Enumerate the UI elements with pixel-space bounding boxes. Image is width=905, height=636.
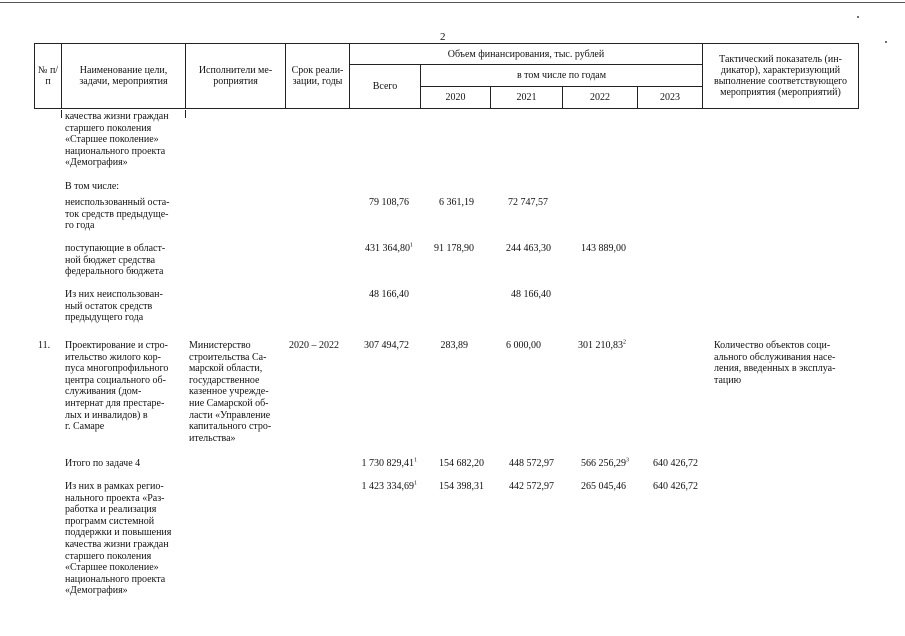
header-year-2020: 2020 [421, 87, 491, 109]
row-total [365, 243, 413, 255]
text-line: предыдущего года [65, 312, 144, 324]
text-line: служивания (дом- [65, 386, 142, 398]
value: 1 423 334,69 [361, 481, 414, 492]
text-line: интернат для престаре- [65, 397, 165, 409]
row-2021: 72 747,57 [508, 197, 548, 208]
text-line: ный остаток средств [65, 300, 153, 312]
value: 566 256,29 [581, 458, 626, 469]
row-name [65, 289, 163, 324]
row-2022: 143 889,00 [581, 243, 626, 254]
row-2021: 6 000,00 [506, 340, 541, 351]
row-2022 [581, 458, 629, 470]
row-name [65, 197, 170, 232]
row-2020: 91 178,90 [434, 243, 474, 254]
text-line: пуса многопрофильного [65, 363, 169, 375]
text-line: ласти «Управление [189, 409, 271, 421]
text-line: неиспользованный оста- [65, 197, 170, 208]
text-line: национального проекта [65, 573, 166, 585]
row-name [65, 481, 171, 597]
text-line: Министерство [189, 340, 251, 351]
row-total: 307 494,72 [364, 340, 409, 351]
text-line: Проектирование и стро- [65, 340, 169, 351]
text-line: «Демография» [65, 157, 128, 169]
text-line: старшего поколения [65, 550, 152, 562]
row-2023: 640 426,72 [653, 481, 698, 492]
text-line: нального проекта «Раз- [65, 492, 165, 504]
text-line: качества жизни граждан [65, 111, 169, 122]
row-total: 48 166,40 [369, 289, 409, 300]
header-funding: Объем финансирования, тыс. рублей [350, 44, 703, 65]
text-line: старшего поколения [65, 122, 152, 134]
table-header [34, 43, 859, 109]
text-line: капитального стро- [189, 421, 272, 433]
row-2021: 448 572,97 [509, 458, 554, 469]
column-divider [185, 110, 186, 118]
text-line: ительство жилого кор- [65, 351, 161, 363]
scan-speck [885, 41, 887, 43]
footnote-mark: 3 [626, 457, 629, 464]
row-2020: 154 682,20 [439, 458, 484, 469]
text-line: качества жизни граждан [65, 538, 169, 550]
text-line: ной бюджет средства [65, 254, 156, 266]
top-border-line [0, 2, 905, 3]
row-2020: 154 398,31 [439, 481, 484, 492]
value: 431 364,80 [365, 243, 410, 254]
text-line: Количество объектов соци- [714, 340, 831, 351]
text-line: программ системной [65, 515, 155, 527]
row-indicator [714, 340, 856, 386]
including-label: В том числе: [65, 181, 120, 192]
header-indicator: Тактический показатель (ин-дикатор), характеризующий выполнение соответствующего мероприятия (мероприятий) [703, 44, 859, 109]
text-line: «Старшее поколение» [65, 134, 159, 146]
text-line: марской области, [189, 363, 263, 375]
text-line: ального обслуживания насе- [714, 351, 836, 363]
header-year-2021: 2021 [491, 87, 563, 109]
header-executors: Исполнители ме-роприятия [186, 44, 286, 109]
column-divider [61, 110, 62, 118]
footnote-mark: 1 [410, 242, 413, 249]
row-2023: 640 426,72 [653, 458, 698, 469]
header-term: Срок реали-зации, годы [286, 44, 350, 109]
text-line: Из них в рамках регио- [65, 481, 164, 492]
text-line: Из них неиспользован- [65, 289, 163, 300]
row-total [362, 481, 418, 493]
row-2021: 48 166,40 [511, 289, 551, 300]
scan-speck [857, 16, 859, 18]
row-total [362, 458, 418, 470]
footnote-mark: 1 [414, 457, 417, 464]
row-term: 2020 – 2022 [289, 340, 339, 351]
value: 301 210,83 [578, 340, 623, 351]
text-line: тацию [714, 374, 742, 386]
header-total: Всего [350, 65, 421, 109]
row-name [65, 243, 183, 278]
text-line: ние Самарской об- [189, 397, 269, 409]
header-name: Наименование цели, задачи, мероприятия [62, 44, 186, 109]
text-line: центра социального об- [65, 374, 166, 386]
footnote-mark: 2 [623, 339, 626, 346]
row-total: 79 108,76 [369, 197, 409, 208]
row-2021: 244 463,30 [506, 243, 551, 254]
row-2021: 442 572,97 [509, 481, 554, 492]
value: 1 730 829,41 [361, 458, 414, 469]
row-2020: 6 361,19 [439, 197, 474, 208]
header-year-2022: 2022 [563, 87, 638, 109]
text-line: ток средств предыдуще- [65, 208, 169, 220]
text-line: ительства» [189, 432, 236, 444]
footnote-mark: 1 [414, 480, 417, 487]
total-row-name: Итого по задаче 4 [65, 458, 141, 469]
row-executors [189, 340, 282, 444]
text-line: «Старшее поколение» [65, 562, 159, 574]
text-line: государственное [189, 374, 260, 386]
page-number: 2 [440, 31, 446, 43]
text-line: строительства Са- [189, 351, 267, 363]
header-by-years: в том числе по годам [421, 65, 703, 87]
text-line: лых и инвалидов) в [65, 409, 148, 421]
text-line: ления, введенных в эксплуа- [714, 363, 836, 375]
text-line: го года [65, 220, 95, 232]
text-line: федерального бюджета [65, 266, 164, 278]
text-line: г. Самаре [65, 421, 105, 433]
row-2022 [578, 340, 626, 352]
row-2022: 265 045,46 [581, 481, 626, 492]
continued-name-cell [65, 111, 169, 169]
header-num: № п/п [35, 44, 62, 109]
row-name [65, 340, 183, 433]
text-line: работка и реализация [65, 504, 157, 516]
row-number: 11. [38, 340, 51, 351]
header-year-2023: 2023 [638, 87, 703, 109]
text-line: национального проекта [65, 145, 166, 157]
row-2020: 283,89 [440, 340, 468, 351]
text-line: казенное учрежде- [189, 386, 269, 398]
text-line: «Демография» [65, 585, 128, 597]
text-line: поддержки и повышения [65, 527, 172, 539]
text-line: поступающие в област- [65, 243, 166, 254]
